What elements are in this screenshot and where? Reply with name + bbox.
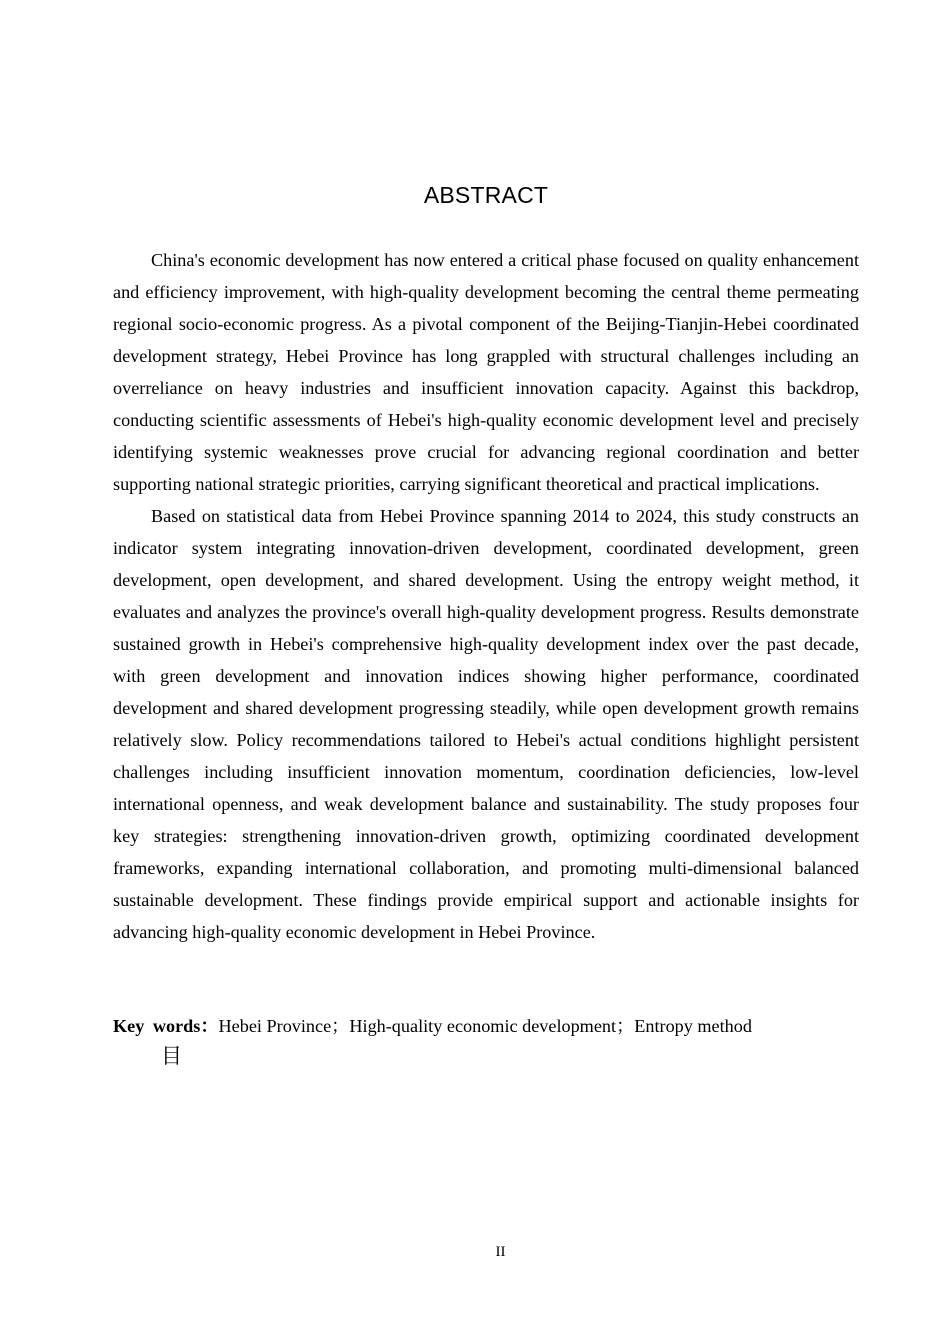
keyword-item: High-quality economic development [349, 1016, 617, 1036]
keyword-item: Entropy method [634, 1016, 752, 1036]
abstract-paragraph-2: Based on statistical data from Hebei Province spanning 2014 to 2024, this study constructs an indicator system integrating innovation-driven development, coordinated development, green development, open development, and shared development. Using the entropy weight method, it evaluates and analyzes the province's overall high-quality development progress. Results demonstrate sustained growth in Hebei's comprehensive high-quality development index over the past decade, with green development and innovation indices showing higher performance, coordinated development and shared development progressing steadily, while open development growth remains relatively slow. Policy recommendations tailored to Hebei's actual conditions highlight persistent challenges including insufficient innovation momentum, coordination deficiencies, low-level international openness, and weak development balance and sustainability. The study proposes four key strategies: strengthening innovation-driven growth, optimizing coordinated development frameworks, expanding international collaboration, and promoting multi-dimensional balanced sustainable development. These findings provide empirical support and actionable insights for advancing high-quality economic development in Hebei Province. [113, 506, 859, 942]
abstract-paragraph-1: China's economic development has now entered a critical phase focused on quality enhancement and efficiency improvement, with high-quality development becoming the central theme permeating regional socio-economic progress. As a pivotal component of the Beijing-Tianjin-Hebei coordinated development strategy, Hebei Province has long grappled with structural challenges including an overreliance on heavy industries and insufficient innovation capacity. Against this backdrop, conducting scientific assessments of Hebei's high-quality economic development level and precisely identifying systemic weaknesses prove crucial for advancing regional coordination and better supporting national strategic priorities, carrying significant theoretical and practical implications. [113, 250, 859, 494]
abstract-title: ABSTRACT [423, 182, 549, 208]
stray-character: 目 [161, 1044, 182, 1068]
keyword-separator: ； [331, 1016, 350, 1036]
keyword-item: Hebei Province [218, 1016, 332, 1036]
keywords-line [113, 1011, 873, 1041]
keyword-separator: ； [616, 1016, 635, 1036]
keywords-label: Key words： [113, 1016, 219, 1036]
abstract-body [113, 244, 859, 948]
page-number: II [495, 1244, 506, 1260]
